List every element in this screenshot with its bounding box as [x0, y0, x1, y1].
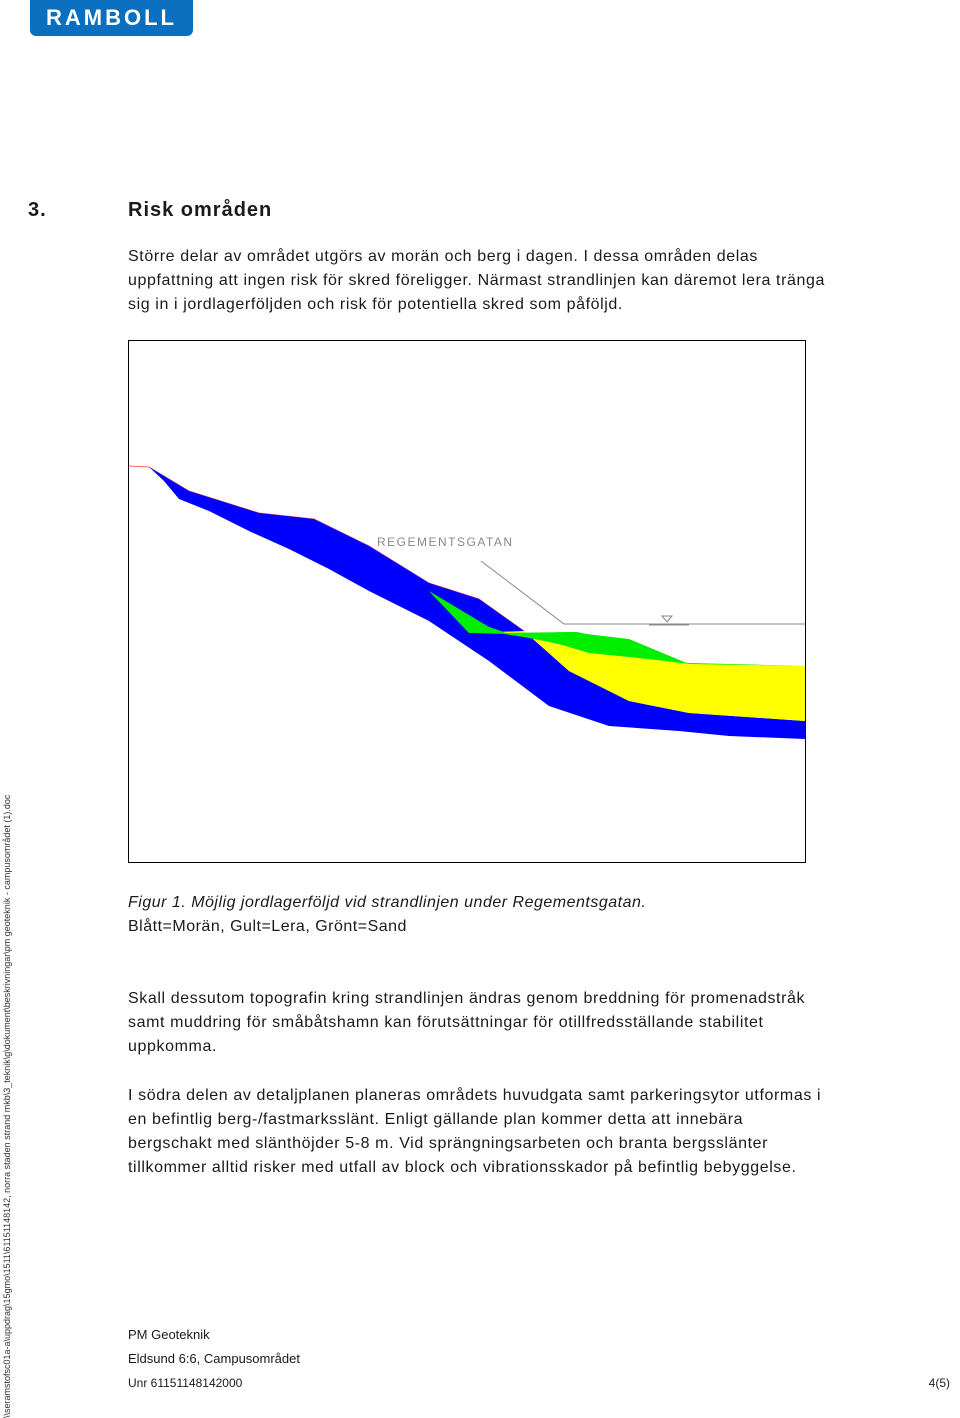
water-level-symbol	[662, 616, 672, 622]
body-paragraph-2: Skall dessutom topografin kring strandlinjen ändras genom breddning för promenadstråk samt muddring för småbåtshamn kan förutsättningar för otillfredsställande stabilitet uppkomma.	[128, 990, 806, 1055]
street-outline	[481, 561, 805, 624]
logo-text: RAMBOLL	[46, 5, 177, 30]
footer-unr: Unr 61151148142000	[128, 1376, 243, 1390]
body-paragraph-3: I södra delen av detaljplanen planeras områdets huvudgata samt parkeringsytor utformas i en befintlig berg-/fastmarksslänt. Enligt gällande plan kommer detta att innebära bergschakt med slänthöjder 5-8 m. Vid sprängningsarbeten och branta bergsslänter tillkommer alltid risker med utfall av block och vibrationsskador på befintlig bebyggelse.	[128, 1087, 822, 1176]
footer-doc-type: PM Geoteknik	[128, 1327, 210, 1342]
ramboll-logo	[30, 0, 193, 36]
intro-paragraph: Större delar av området utgörs av morän och berg i dagen. I dessa områden delas uppfattning att ingen risk för skred föreligger. Närmast strandlinjen kan däremot lera tränga sig in i jordlagerföljden och risk för potentiella skred som påföljd.	[128, 248, 826, 313]
figure-legend: Blått=Morän, Gult=Lera, Grönt=Sand	[128, 918, 407, 935]
section-number: 3.	[28, 199, 47, 221]
section-title: Risk områden	[128, 199, 273, 221]
footer-project: Eldsund 6:6, Campusområdet	[128, 1351, 300, 1366]
soil-profile-drawing	[129, 341, 805, 862]
street-label: REGEMENTSGATAN	[377, 535, 514, 549]
figure-caption: Figur 1. Möjlig jordlagerföljd vid strandlinjen under Regementsgatan.	[128, 894, 647, 911]
soil-profile-figure	[128, 340, 806, 863]
page-number: 4(5)	[928, 1376, 950, 1390]
file-path-sidebar: \\seramstofsc01a-a\uppdrag\15gmo\1511\61151148142, norra staden strand mkb\3_teknik\g\dokument\beskrivningar\pm geoteknik - campusområdet (1).doc	[2, 794, 12, 1418]
